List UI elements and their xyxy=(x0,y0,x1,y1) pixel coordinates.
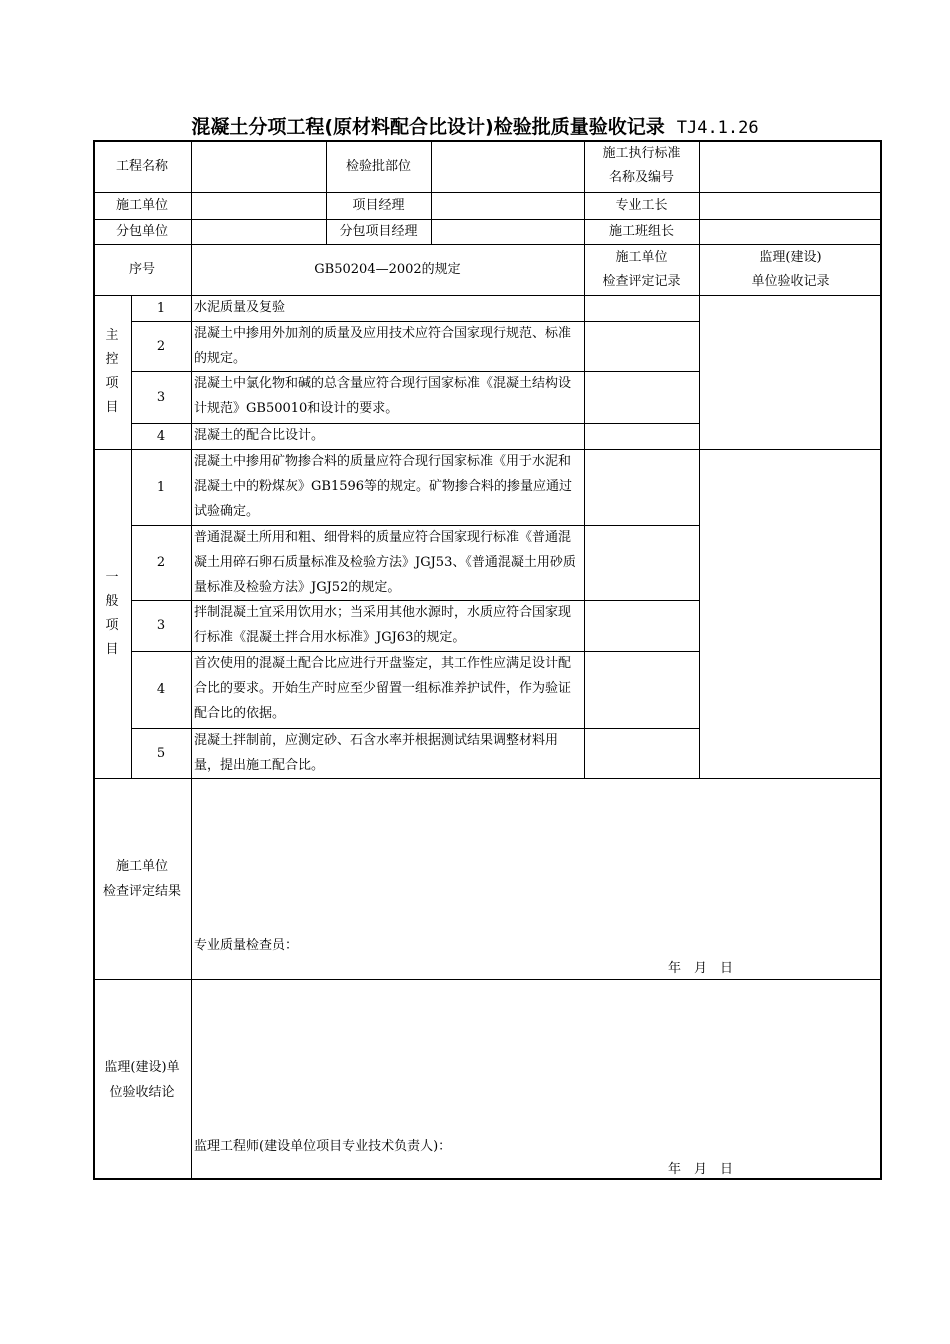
project-name-value[interactable] xyxy=(191,140,326,192)
check-record-label xyxy=(584,244,699,295)
subcontract-unit-value[interactable] xyxy=(191,219,326,244)
main-item-text: 水泥质量及复验 xyxy=(194,300,286,315)
supervision-record-line2: 单位验收记录 xyxy=(751,273,830,289)
general-items-group-label xyxy=(93,449,131,778)
construction-result-area[interactable] xyxy=(191,778,882,979)
construction-unit-value[interactable] xyxy=(191,192,326,219)
main-item-text: 混凝土的配合比设计。 xyxy=(194,428,325,443)
team-leader-label: 施工班组长 xyxy=(608,224,674,239)
batch-location-value[interactable] xyxy=(431,140,584,192)
subcontract-manager-value[interactable] xyxy=(431,219,584,244)
group-char: 一 xyxy=(105,569,119,585)
subcontract-manager-label: 分包项目经理 xyxy=(339,224,418,239)
main-item-no: 2 xyxy=(156,338,166,354)
general-item-text: 混凝土拌制前，应测定砂、石含水率并根据测试结果调整材料用量，提出施工配合比。 xyxy=(194,733,559,773)
form-title xyxy=(0,114,950,141)
supervision-conclusion-line1: 监理(建设)单 xyxy=(104,1059,180,1075)
batch-location-label: 检验批部位 xyxy=(345,158,411,174)
group-char: 主 xyxy=(105,328,119,343)
main-items-supervision[interactable] xyxy=(699,295,882,449)
group-char: 项 xyxy=(105,617,119,633)
main-item-check[interactable] xyxy=(584,321,699,371)
construction-result-label xyxy=(93,778,191,979)
foreman-label: 专业工长 xyxy=(615,198,668,213)
supervision-conclusion-label xyxy=(93,979,191,1180)
group-char: 般 xyxy=(105,593,119,609)
supervising-engineer-label: 监理工程师(建设单位项目专业技术负责人)： xyxy=(194,1139,452,1154)
check-record-line1: 施工单位 xyxy=(615,249,668,265)
main-item-check[interactable] xyxy=(584,371,699,423)
foreman-value[interactable] xyxy=(699,192,882,219)
general-items-supervision[interactable] xyxy=(699,449,882,778)
group-char: 项 xyxy=(105,376,119,391)
project-name-label: 工程名称 xyxy=(115,158,168,174)
supervision-record-label xyxy=(699,244,882,295)
supervision-conclusion-area[interactable] xyxy=(191,979,882,1180)
project-manager-label: 项目经理 xyxy=(352,198,405,213)
supervision-conclusion-date: 年 月 日 xyxy=(668,1162,734,1177)
seq-label: 序号 xyxy=(128,262,155,277)
main-item-check[interactable] xyxy=(584,423,699,449)
construction-result-line2: 检查评定结果 xyxy=(102,883,181,899)
form-title-text: 混凝土分项工程(原材料配合比设计)检验批质量验收记录 xyxy=(191,116,665,138)
standard-value[interactable] xyxy=(699,140,882,192)
general-item-text: 首次使用的混凝土配合比应进行开盘鉴定，其工作性应满足设计配合比的要求。开始生产时应至少留置一组标准养护试件，作为验证配合比的依据。 xyxy=(194,656,572,721)
general-item-no: 2 xyxy=(156,555,166,570)
general-item-text: 拌制混凝土宜采用饮用水；当采用其他水源时，水质应符合国家现行标准《混凝土拌合用水标准》JGJ63的规定。 xyxy=(194,605,572,645)
main-items-group-label xyxy=(93,295,131,449)
quality-inspector-label: 专业质量检查员： xyxy=(194,938,299,953)
supervision-record-line1: 监理(建设) xyxy=(759,249,822,265)
group-char: 目 xyxy=(105,641,119,657)
project-manager-value[interactable] xyxy=(431,192,584,219)
group-char: 目 xyxy=(105,400,119,415)
inspection-form xyxy=(93,140,882,1180)
main-item-no: 4 xyxy=(156,428,166,444)
spec-label: GB50204—2002的规定 xyxy=(314,262,461,277)
group-char: 控 xyxy=(105,352,119,367)
general-item-text: 混凝土中掺用矿物掺合料的质量应符合现行国家标准《用于水泥和混凝土中的粉煤灰》GB1596等的规定。矿物掺合料的掺量应通过试验确定。 xyxy=(194,454,573,519)
general-item-no: 4 xyxy=(156,682,166,697)
standard-label-line1: 施工执行标准 xyxy=(602,146,681,161)
standard-label-line2: 名称及编号 xyxy=(608,170,674,185)
supervision-conclusion-line2: 位验收结论 xyxy=(109,1084,175,1100)
construction-result-line1: 施工单位 xyxy=(115,858,168,874)
general-item-check[interactable] xyxy=(584,525,699,600)
general-item-check[interactable] xyxy=(584,728,699,778)
main-item-check[interactable] xyxy=(584,295,699,321)
general-item-no: 1 xyxy=(156,479,166,495)
subcontract-unit-label: 分包单位 xyxy=(115,224,168,239)
form-code: TJ4.1.26 xyxy=(676,118,759,138)
general-item-check[interactable] xyxy=(584,600,699,651)
general-item-no: 5 xyxy=(156,745,166,761)
team-leader-value[interactable] xyxy=(699,219,882,244)
check-record-line2: 检查评定记录 xyxy=(602,273,681,289)
main-item-text: 混凝土中氯化物和碱的总含量应符合现行国家标准《混凝土结构设计规范》GB50010和设计的要求。 xyxy=(194,376,572,416)
main-item-no: 3 xyxy=(156,389,166,405)
general-item-check[interactable] xyxy=(584,651,699,728)
construction-result-date: 年 月 日 xyxy=(668,961,734,976)
general-item-no: 3 xyxy=(156,618,166,633)
construction-unit-label: 施工单位 xyxy=(115,198,168,213)
general-item-check[interactable] xyxy=(584,449,699,525)
general-item-text: 普通混凝土所用和粗、细骨料的质量应符合国家现行标准《普通混凝土用碎石卵石质量标准及检验方法》JGJ53、《普通混凝土用砂质量标准及检验方法》JGJ52的规定。 xyxy=(194,530,576,595)
standard-label xyxy=(584,140,699,192)
main-item-no: 1 xyxy=(156,300,166,316)
main-item-text: 混凝土中掺用外加剂的质量及应用技术应符合国家现行规范、标准的规定。 xyxy=(194,326,572,366)
